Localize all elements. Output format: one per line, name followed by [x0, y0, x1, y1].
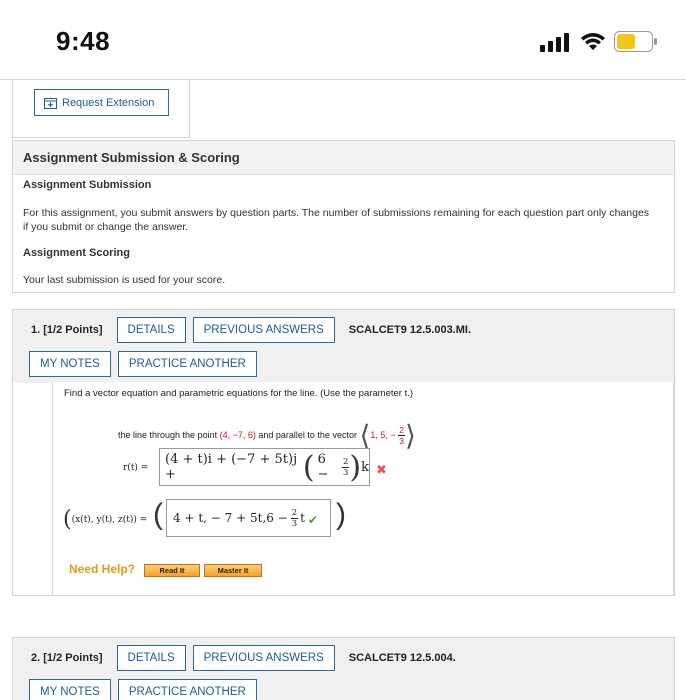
vector-equation-answer[interactable] [159, 448, 370, 486]
extension-panel [12, 80, 190, 138]
scoring-text: Your last submission is used for your score. [23, 274, 226, 286]
r-answer-rparen: ) [349, 449, 362, 485]
details-button[interactable]: DETAILS [117, 317, 186, 343]
question-1-header [13, 310, 674, 383]
vector-frac-num: 2 [399, 425, 404, 435]
submission-heading: Assignment Submission [23, 179, 152, 191]
practice-another-button[interactable]: PRACTICE ANOTHER [118, 679, 257, 700]
read-it-button[interactable]: Read It [144, 564, 200, 577]
battery-icon [614, 31, 658, 52]
xyz-fraction [291, 508, 298, 529]
submission-scoring-panel [12, 140, 675, 293]
left-angle-bracket: ⟨ [359, 420, 371, 451]
previous-answers-button[interactable]: PREVIOUS ANSWERS [193, 317, 335, 343]
cellular-signal-icon [539, 32, 571, 52]
r-answer-inner: 6 − [317, 452, 329, 482]
vector-value: 1, 5, − [370, 429, 396, 440]
xyz-frac-num: 2 [291, 507, 298, 518]
parametric-rparen: ) [336, 498, 346, 531]
xyz-lparen: ( [63, 507, 72, 532]
master-it-button[interactable]: Master It [204, 564, 262, 577]
point-value: (4, −7, 6) [219, 429, 256, 440]
question-2-header [13, 638, 674, 700]
question-2-points: 2. [1/2 Points] [31, 652, 103, 664]
question-code: SCALCET9 12.5.004. [348, 652, 456, 664]
parallel-text: and parallel to the vector [258, 429, 357, 440]
r-answer-tail: k [361, 459, 369, 475]
my-notes-button[interactable]: MY NOTES [29, 679, 111, 700]
vector-fraction [398, 425, 405, 446]
wifi-icon [580, 30, 606, 52]
calendar-plus-icon [44, 97, 57, 109]
right-angle-bracket: ⟩ [404, 420, 416, 451]
question-1-body [52, 382, 674, 596]
status-bar [0, 0, 686, 80]
details-button[interactable]: DETAILS [117, 645, 186, 671]
parametric-answer[interactable] [166, 499, 331, 537]
incorrect-icon: ✖ [376, 462, 387, 477]
practice-another-button[interactable]: PRACTICE ANOTHER [118, 351, 257, 377]
r-label: r(t) = [123, 463, 149, 473]
r-answer-lparen: ( [302, 449, 315, 485]
r-frac-den: 3 [342, 467, 349, 478]
xyz-tail: t [300, 511, 305, 525]
question-prompt: Find a vector equation and parametric equations for the line. (Use the parameter t.) [64, 388, 414, 399]
r-frac-num: 2 [342, 456, 349, 467]
xyz-label-text: (x(t), y(t), z(t)) = [71, 514, 148, 525]
question-2-card [12, 637, 675, 700]
xyz-answer: 4 + t, − 7 + 5t,6 − [173, 511, 288, 525]
parametric-label [63, 507, 147, 532]
clock-time: 9:48 [56, 26, 111, 56]
submission-text: For this assignment, you submit answers by question parts. The number of submissions remaining for each question part only changes if you submit or change the answer. [23, 207, 650, 233]
scoring-heading: Assignment Scoring [23, 247, 130, 259]
request-extension-button[interactable] [34, 89, 169, 116]
correct-check-icon: ✔ [308, 513, 319, 527]
need-help-label: Need Help? [69, 562, 136, 576]
question-code: SCALCET9 12.5.003.MI. [348, 324, 472, 336]
submission-title: Assignment Submission & Scoring [13, 141, 674, 175]
line-text: the line through the point [118, 429, 218, 440]
r-answer-main: (4 + t)i + (−7 + 5t)j + [165, 452, 298, 482]
r-answer-fraction [342, 457, 349, 478]
request-extension-label: Request Extension [62, 96, 155, 109]
parametric-lparen: ( [153, 498, 163, 531]
xyz-frac-den: 3 [291, 518, 298, 529]
question-1-points: 1. [1/2 Points] [31, 324, 103, 336]
vector-frac-den: 3 [399, 436, 404, 446]
my-notes-button[interactable]: MY NOTES [29, 351, 111, 377]
previous-answers-button[interactable]: PREVIOUS ANSWERS [193, 645, 335, 671]
